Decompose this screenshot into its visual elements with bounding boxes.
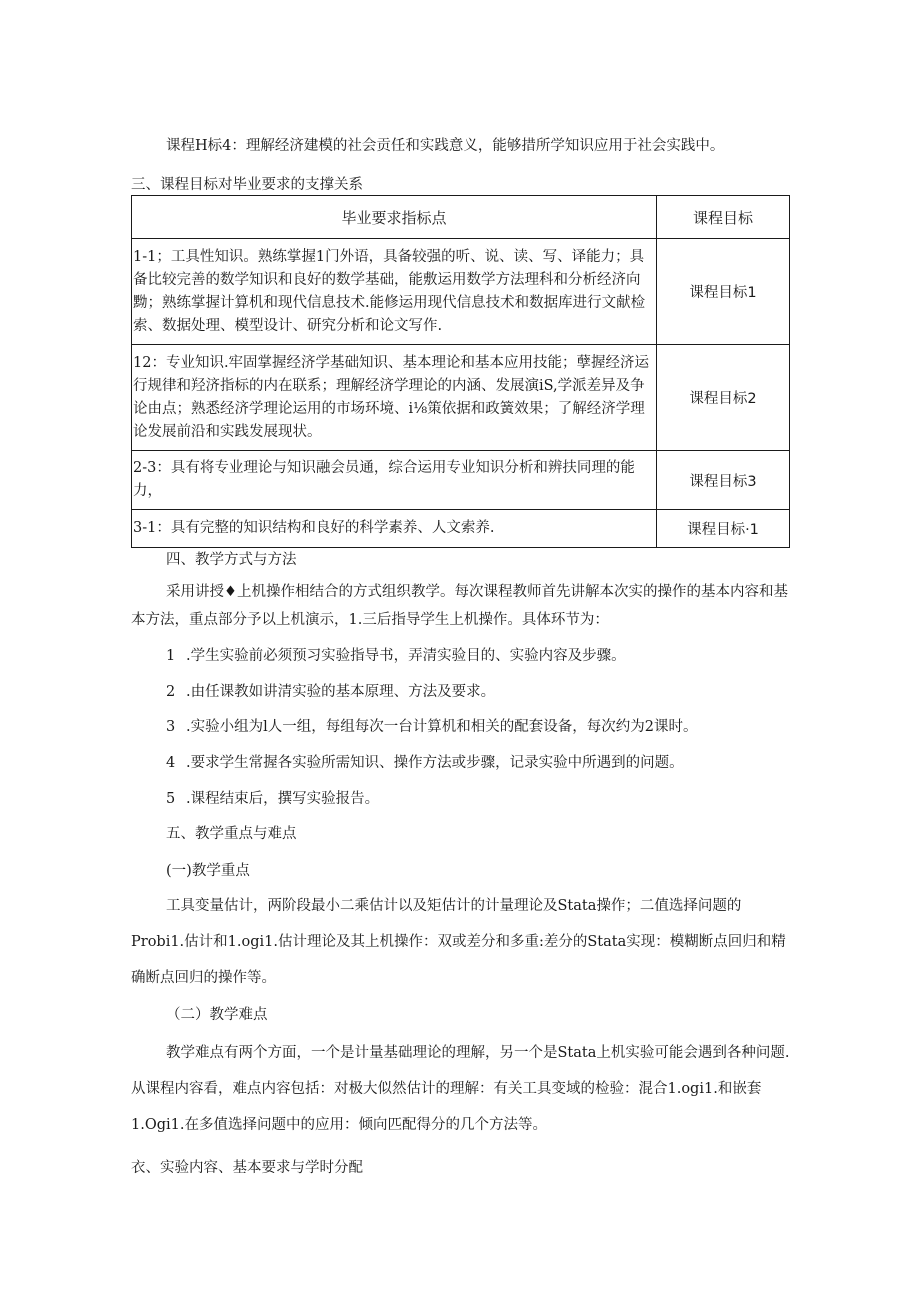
section-3-title: 三、课程目标对毕业要求的支撑关系 [131,177,363,193]
method-intro: 采用讲授♦上机操作相结合的方式组织教学。每次课程教师首先讲解本次实的操作的基本内容和基本方法，重点部分予以上机演示，1.三后指导学生上机操作。具体环节为： [131,584,788,628]
step-text: .学生实验前必须预习实验指导书，弄清实验目的、实验内容及步骤。 [186,648,626,664]
focus-title: (一)教学重点 [166,863,250,879]
table-row [132,451,790,510]
step-5 [166,789,379,809]
section-5-title: 五、教学重点与难点 [166,826,297,842]
table-cell-goal: 课程目标1 [657,239,790,345]
table-row [132,239,790,345]
step-3 [166,717,697,737]
step-text: .课程结束后，撰写实验报告。 [186,791,380,807]
table-header-goal: 课程目标 [657,196,790,239]
table-cell-goal: 课程目标3 [657,451,790,510]
step-number: 1 [166,648,176,664]
table-row [132,510,790,548]
table-cell-goal: 课程目标2 [657,345,790,451]
step-text: .由任课教如讲清实验的基本原理、方法及要求。 [186,684,496,700]
table-cell-requirement: 12：专业知识.牢固掌握经济学基础知识、基本理论和基本应用技能；孽握经济运行规律和羟济指标的内在联系；理解经济学理论的内涵、发展演iS,学派差异及争论由点；熟悉经济学理论运用的市场环境、i⅛策依据和政簧效果；了解经济学理论发展前沿和实践发展现状。 [132,345,657,451]
goal-4-text: 课程H标4：理解经济建模的社会贡任和实践意义，能够措所学知识应用于社会实践中。 [166,138,725,154]
support-table [131,195,790,548]
step-number: 4 [166,755,176,771]
table-row [132,345,790,451]
difficulty-text: 教学难点有两个方面，一个是计量基础理论的理解，另一个是Stata上机实验可能会遇到各种问题.从课程内容看，难点内容包括：对极大似然估计的理解：有关工具变域的检验：混合1.ogi1.和嵌套1.Ogi1.在多值选择问题中的应用：倾向匹配得分的几个方法等。 [131,1045,790,1133]
step-2 [166,682,495,702]
step-number: 3 [166,719,176,735]
step-number: 5 [166,791,176,807]
table-cell-requirement: 2-3：具有将专业理论与知识融会员通，综合运用专业知识分析和辨扶同理的能力， [132,451,657,510]
table-header-row [132,196,790,239]
table-cell-requirement: 1-1；工具性知识。熟练掌握1门外语，具备较强的听、说、读、写、译能力；具备比较完善的数学知识和良好的数学基础，能敷运用数学方法理科和分析经济向黝；熟练掌握计算机和现代信息技术.能修运用现代信息技术和数据库进行文献检索、数据处理、模型设计、研究分析和论文写作. [132,239,657,345]
step-1 [166,646,626,666]
table-cell-goal: 课程目标·1 [657,510,790,548]
step-text: .要求学生常握各实验所需知识、操作方法或步骤，记录实验中所遇到的问题。 [186,755,684,771]
section-6-title: 衣、实验内容、基本要求与学时分配 [131,1160,363,1176]
focus-text: 工具变量估计，两阶段最小二乘估计以及矩估计的计量理论及Stata操作；二值选择问题的Probi1.估计和1.ogi1.估计理论及其上机操作：双或差分和多重:差分的Stata实现：模糊断点回归和精确断点回归的操作等。 [131,898,786,986]
section-4-title: 四、教学方式与方法 [166,552,297,568]
step-4 [166,753,684,773]
table-cell-requirement: 3-1：具有完整的知识结构和良好的科学素养、人文索养. [132,510,657,548]
table-header-requirement: 毕业要求指标点 [132,196,657,239]
difficulty-title: （二）教学难点 [166,1007,268,1023]
step-text: .实验小组为l人一组，每组每次一台计算机和相关的配套设备，每次约为2课时。 [186,719,698,735]
step-number: 2 [166,684,176,700]
